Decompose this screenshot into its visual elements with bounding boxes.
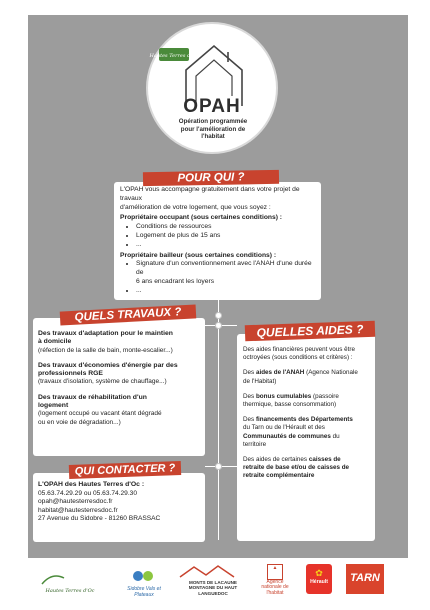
list-item: • Logement de plus de 15 ans [136,232,315,241]
travaux-desc: ou en voie de dégradation...) [38,418,121,426]
bailleur-list [120,260,315,295]
aide-bold-line [243,464,369,472]
aide-text: (Agence Nationale [304,369,358,377]
hautes-terres-logo [40,572,100,594]
aide-bold: aides de l'ANAH [255,369,305,377]
travaux-desc: (travaux d'isolation, système de chauffage...) [38,378,167,386]
aide-bold-line [243,472,369,480]
pour-qui-box [114,182,321,300]
pour-qui-banner: POUR QUI ? [143,170,279,186]
aide-text: (passoire [311,392,339,400]
sidobre-logo [118,568,170,598]
opah-subtitle-line: Opération programmée [178,118,248,125]
aide-text: Des [243,369,256,377]
aide-text: Des [243,392,256,400]
anah-logo [256,564,294,596]
quels-travaux-box [33,318,205,456]
flower-icon: ✿ [315,568,323,578]
travaux-title: Des travaux d'économies d'énergie par des [38,361,178,369]
travaux-desc: (réfection de la salle de bain, monte-escalier...) [38,346,173,354]
brand-script-text: Hautes Terres d'Oc [149,53,199,59]
bailleur-title: Propriétaire bailleur (sous certaines conditions) : [120,251,277,259]
monts-lacaune-logo [178,564,248,596]
aide-bold: caisses de [308,456,341,464]
contact-email: habitat@hautesterresdoc.fr [38,506,118,514]
connector-dot [215,312,222,319]
anah-icon: ▲ [267,564,283,580]
connector-vertical [218,300,219,540]
quelles-aides-box [237,334,375,541]
occupant-title: Propriétaire occupant (sous certaines conditions) : [120,214,283,222]
aide-bold: bonus cumulables [255,392,312,400]
list-item: • ... [136,287,315,296]
travaux-title: à domicile [38,338,72,346]
opah-title: OPAH [183,96,241,117]
contact-email: opah@hautesterresdoc.fr [38,498,113,506]
travaux-title: logement [38,402,69,410]
aide-item [243,369,369,377]
intro-text: d'amélioration de votre logement, que vous soyez : [120,203,271,211]
aide-text: de l'Habitat) [243,377,277,385]
connector-dot [215,463,222,470]
travaux-title: Des travaux d'adaptation pour le maintien [38,330,173,337]
aide-text: territoire [243,440,267,448]
opah-subtitle [166,118,260,141]
aide-text: Des aides de certaines [243,456,309,464]
logo-text: Agence nationale de l'habitat [261,579,289,596]
quels-travaux-banner: QUELS TRAVAUX ? [60,304,197,325]
aide-text: du [330,432,340,440]
aide-item [243,393,369,401]
aide-item [243,456,369,464]
aide-bold: financements des Départements [255,416,353,424]
occupant-list [120,223,315,249]
contact-org: L'OPAH des Hautes Terres d'Oc : [38,481,145,488]
list-item [136,260,315,286]
contact-phones: 05.63.74.29.29 ou 05.63.74.29.30 [38,489,137,497]
list-item-text: Signature d'un conventionnement avec l'ANAH d'une durée de [136,260,312,277]
quelles-aides-banner: QUELLES AIDES ? [245,321,375,342]
list-item: • Conditions de ressources [136,223,315,232]
aide-text: Des [243,416,256,424]
logo-text: Hérault [310,579,328,585]
aide-bold: retraite complémentaire [243,472,315,480]
logo-text: Hautes Terres d'Oc [45,588,95,594]
opah-subtitle-line: pour l'amélioration de [180,125,246,133]
contact-address: 27 Avenue du Sidobre - 81260 BRASSAC [38,515,161,523]
sidobre-icon [124,568,164,584]
logo-text: MONTS DE LACAUNE MONTAGNE DU HAUT LANGUEDOC [188,580,238,596]
travaux-title: professionnels RGE [38,370,103,378]
opah-subtitle-line: l'habitat [201,133,225,141]
intro-text: L'OPAH vous accompagne gratuitement dans votre projet de travaux [120,186,300,202]
aides-intro: octroyées (sous conditions et critères) : [243,354,353,362]
aide-text: thermique, basse consommation) [243,401,337,409]
travaux-title: Des travaux de réhabilitation d'un [38,393,147,401]
herault-logo [306,564,332,594]
logo-text: Sidobre Vals et Plateaux [127,586,161,598]
contact-banner: QUI CONTACTER ? [69,461,181,479]
mountain-icon [178,564,248,578]
leaf-icon [40,572,100,586]
travaux-desc: (logement occupé ou vacant étant dégradé [38,410,162,418]
opah-logo [146,22,278,154]
tarn-logo [346,564,384,594]
logo-text: TARN [350,572,380,584]
aides-intro: Des aides financières peuvent vous être [243,346,356,353]
aide-item [243,416,369,424]
partner-logos [28,558,408,602]
list-item-text: 6 ans encadrant les loyers [136,277,215,285]
aide-bold: Communautés de communes [243,432,331,440]
aide-bold: retraite de base et/ou de caisses de [243,464,350,472]
list-item: • ... [136,241,315,250]
aide-text: du Tarn ou de l'Hérault et des [243,424,325,432]
aide-item [243,433,369,441]
contact-box [33,473,205,542]
connector-dot [215,322,222,329]
